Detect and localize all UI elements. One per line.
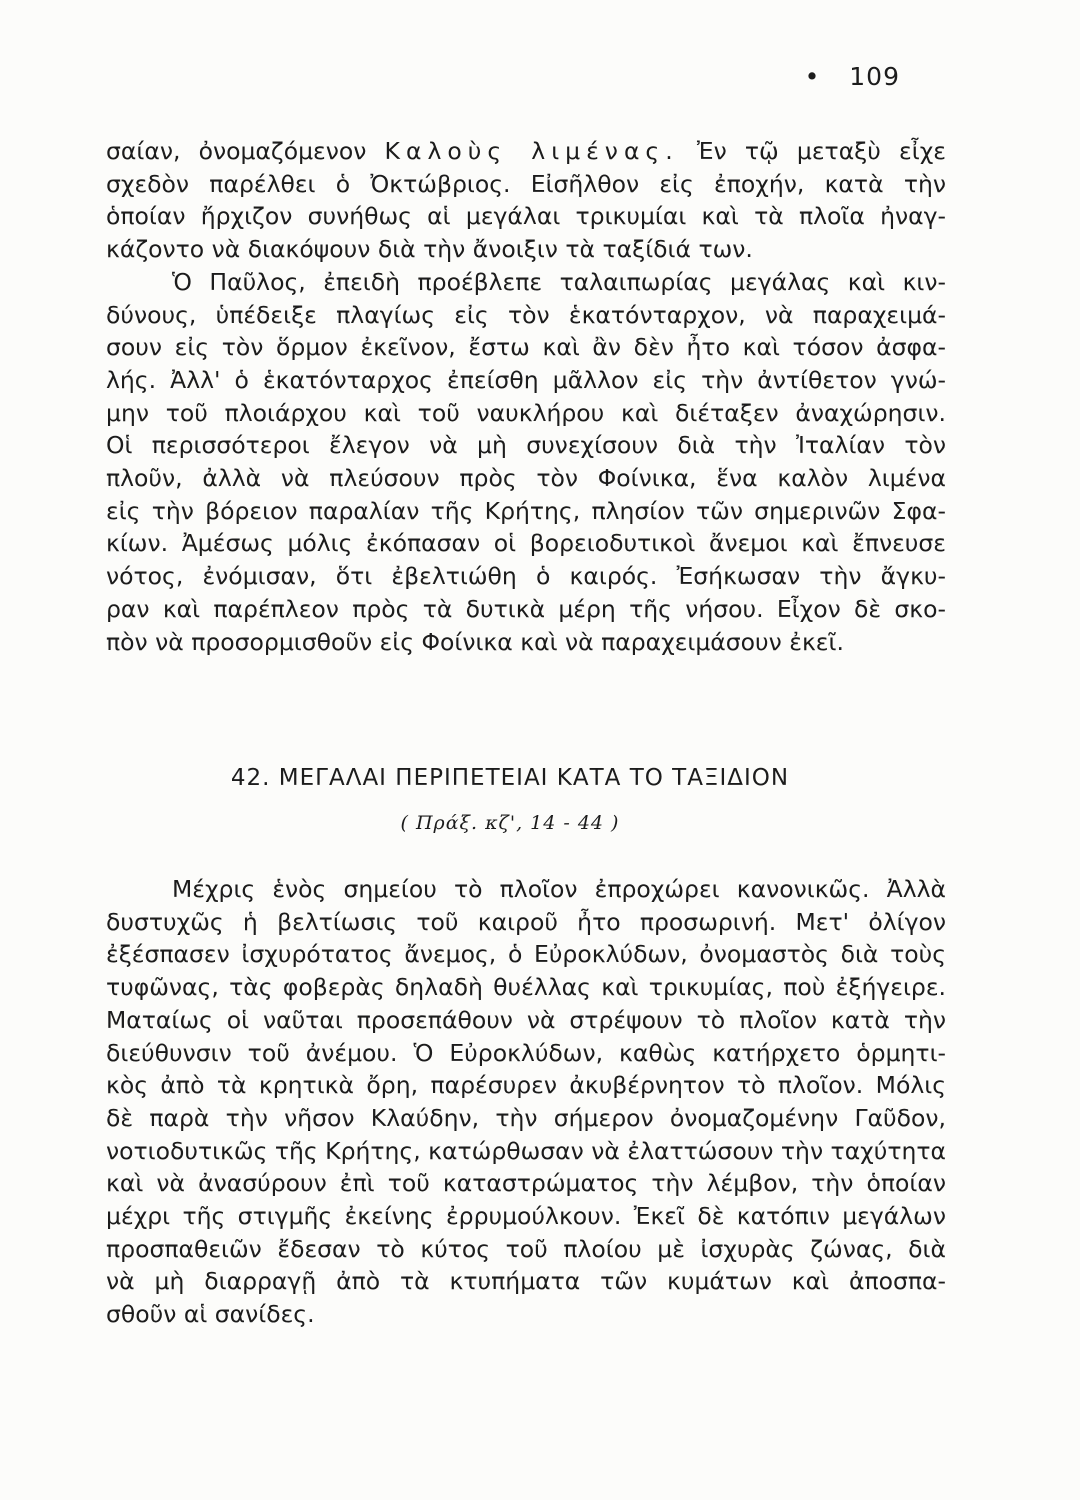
text-line: δὲ παρὰ τὴν νῆσον Κλαύδην, τὴν σήμερον ὀνομαζομένην Γαῦδον,: [106, 1103, 946, 1132]
text-line: κὸς ἀπὸ τὰ κρητικὰ ὄρη, παρέσυρεν ἀκυβέρνητον τὸ πλοῖον. Μόλις: [106, 1071, 946, 1100]
text-line-end: Ἐν τῷ μεταξὺ εἶχε: [678, 137, 946, 165]
text-line: ὁποίαν ἤρχιζον συνήθως αἱ μεγάλαι τρικυμίαι καὶ τὰ πλοῖα ἠναγ-: [106, 202, 946, 231]
text-line: κίων. Ἀμέσως μόλις ἐκόπασαν οἱ βορειοδυτικοὶ ἄνεμοι καὶ ἔπνευσε: [106, 529, 946, 558]
spaced-place-name: Καλοὺς λιμένας.: [384, 137, 679, 165]
scripture-reference: [0, 812, 1080, 834]
section-heading-text: 42. ΜΕΓΑΛΑΙ ΠΕΡΙΠΕΤΕΙΑΙ ΚΑΤΑ ΤΟ ΤΑΞΙΔΙΟΝ: [230, 765, 790, 791]
text-line: ἐξέσπασεν ἰσχυρότατος ἄνεμος, ὁ Εὐροκλύδων, ὀνομαστὸς διὰ τοὺς: [106, 940, 946, 969]
text-line: πλοῦν, ἀλλὰ νὰ πλεύσουν πρὸς τὸν Φοίνικα, ἕνα καλὸν λιμένα: [106, 464, 946, 493]
top-paragraphs: [106, 135, 946, 658]
bottom-paragraphs: [106, 873, 946, 1331]
text-line: δύνους, ὑπέδειξε πλαγίως εἰς τὸν ἑκατόνταρχον, νὰ παραχειμά-: [106, 300, 946, 329]
text-line: μέχρι τῆς στιγμῆς ἐκείνης ἐρρυμούλκουν. Ἐκεῖ δὲ κατόπιν μεγάλων: [106, 1202, 946, 1231]
text-line: νὰ μὴ διαρραγῇ ἀπὸ τὰ κτυπήματα τῶν κυμάτων καὶ ἀποσπα-: [106, 1267, 946, 1296]
page-header: [805, 62, 900, 91]
text-line: Μέχρις ἑνὸς σημείου τὸ πλοῖον ἐπροχώρει κανονικῶς. Ἀλλὰ: [172, 875, 946, 903]
text-line-start: σαίαν, ὀνομαζόμενον: [106, 137, 385, 165]
scripture-reference-text: ( Πράξ. κζ', 14 - 44 ): [400, 812, 620, 834]
header-marker: •: [804, 62, 821, 91]
text-line: Ματαίως οἱ ναῦται προσεπάθουν νὰ στρέψουν τὸ πλοῖον κατὰ τὴν: [106, 1005, 946, 1034]
text-line: διεύθυνσιν τοῦ ἀνέμου. Ὁ Εὐροκλύδων, καθὼς κατήρχετο ὁρμητι-: [106, 1038, 946, 1067]
text-line: σχεδὸν παρέλθει ὁ Ὀκτώβριος. Εἰσῆλθον εἰς ἐποχήν, κατὰ τὴν: [106, 169, 946, 198]
text-line: Οἱ περισσότεροι ἔλεγον νὰ μὴ συνεχίσουν διὰ τὴν Ἰταλίαν τὸν: [106, 431, 946, 460]
text-line: [106, 135, 946, 168]
text-line: κάζοντο νὰ διακόψουν διὰ τὴν ἄνοιξιν τὰ ταξίδιά των.: [106, 235, 753, 264]
page-number: 109: [849, 62, 900, 91]
section-heading: [0, 765, 1080, 791]
text-line: τυφῶνας, τὰς φοβερὰς δηλαδὴ θυέλλας καὶ τρικυμίας, ποὺ ἐξήγειρε.: [106, 973, 946, 1002]
text-line: μην τοῦ πλοιάρχου καὶ τοῦ ναυκλήρου καὶ διέταξεν ἀναχώρησιν.: [106, 398, 946, 427]
text-line: Ὁ Παῦλος, ἐπειδὴ προέβλεπε ταλαιπωρίας μεγάλας καὶ κιν-: [172, 267, 946, 296]
text-line: νότος, ἐνόμισαν, ὅτι ἐβελτιώθη ὁ καιρός. Ἐσήκωσαν τὴν ἄγκυ-: [106, 562, 946, 591]
text-line: εἰς τὴν βόρειον παραλίαν τῆς Κρήτης, πλησίον τῶν σημερινῶν Σφα-: [106, 496, 946, 525]
text-line: σθοῦν αἱ σανίδες.: [106, 1300, 315, 1329]
text-line: δυστυχῶς ἡ βελτίωσις τοῦ καιροῦ ἦτο προσωρινή. Μετ' ὀλίγον: [106, 907, 946, 936]
text-line: σουν εἰς τὸν ὅρμον ἐκεῖνον, ἔστω καὶ ἂν δὲν ἦτο καὶ τόσον ἀσφα-: [106, 333, 946, 362]
text-line: ραν καὶ παρέπλεον πρὸς τὰ δυτικὰ μέρη τῆς νήσου. Εἶχον δὲ σκο-: [106, 594, 946, 623]
text-line: πὸν νὰ προσορμισθοῦν εἰς Φοίνικα καὶ νὰ παραχειμάσουν ἐκεῖ.: [106, 627, 844, 656]
text-line: καὶ νὰ ἀνασύρουν ἐπὶ τοῦ καταστρώματος τὴν λέμβον, τὴν ὁποίαν: [106, 1169, 946, 1198]
text-line: νοτιοδυτικῶς τῆς Κρήτης, κατώρθωσαν νὰ ἐλαττώσουν τὴν ταχύτητα: [106, 1136, 947, 1165]
text-line: προσπαθειῶν ἔδεσαν τὸ κύτος τοῦ πλοίου μὲ ἰσχυρὰς ζώνας, διὰ: [106, 1234, 946, 1263]
text-line: λής. Ἀλλ' ὁ ἑκατόνταρχος ἐπείσθη μᾶλλον εἰς τὴν ἀντίθετον γνώ-: [106, 365, 946, 394]
